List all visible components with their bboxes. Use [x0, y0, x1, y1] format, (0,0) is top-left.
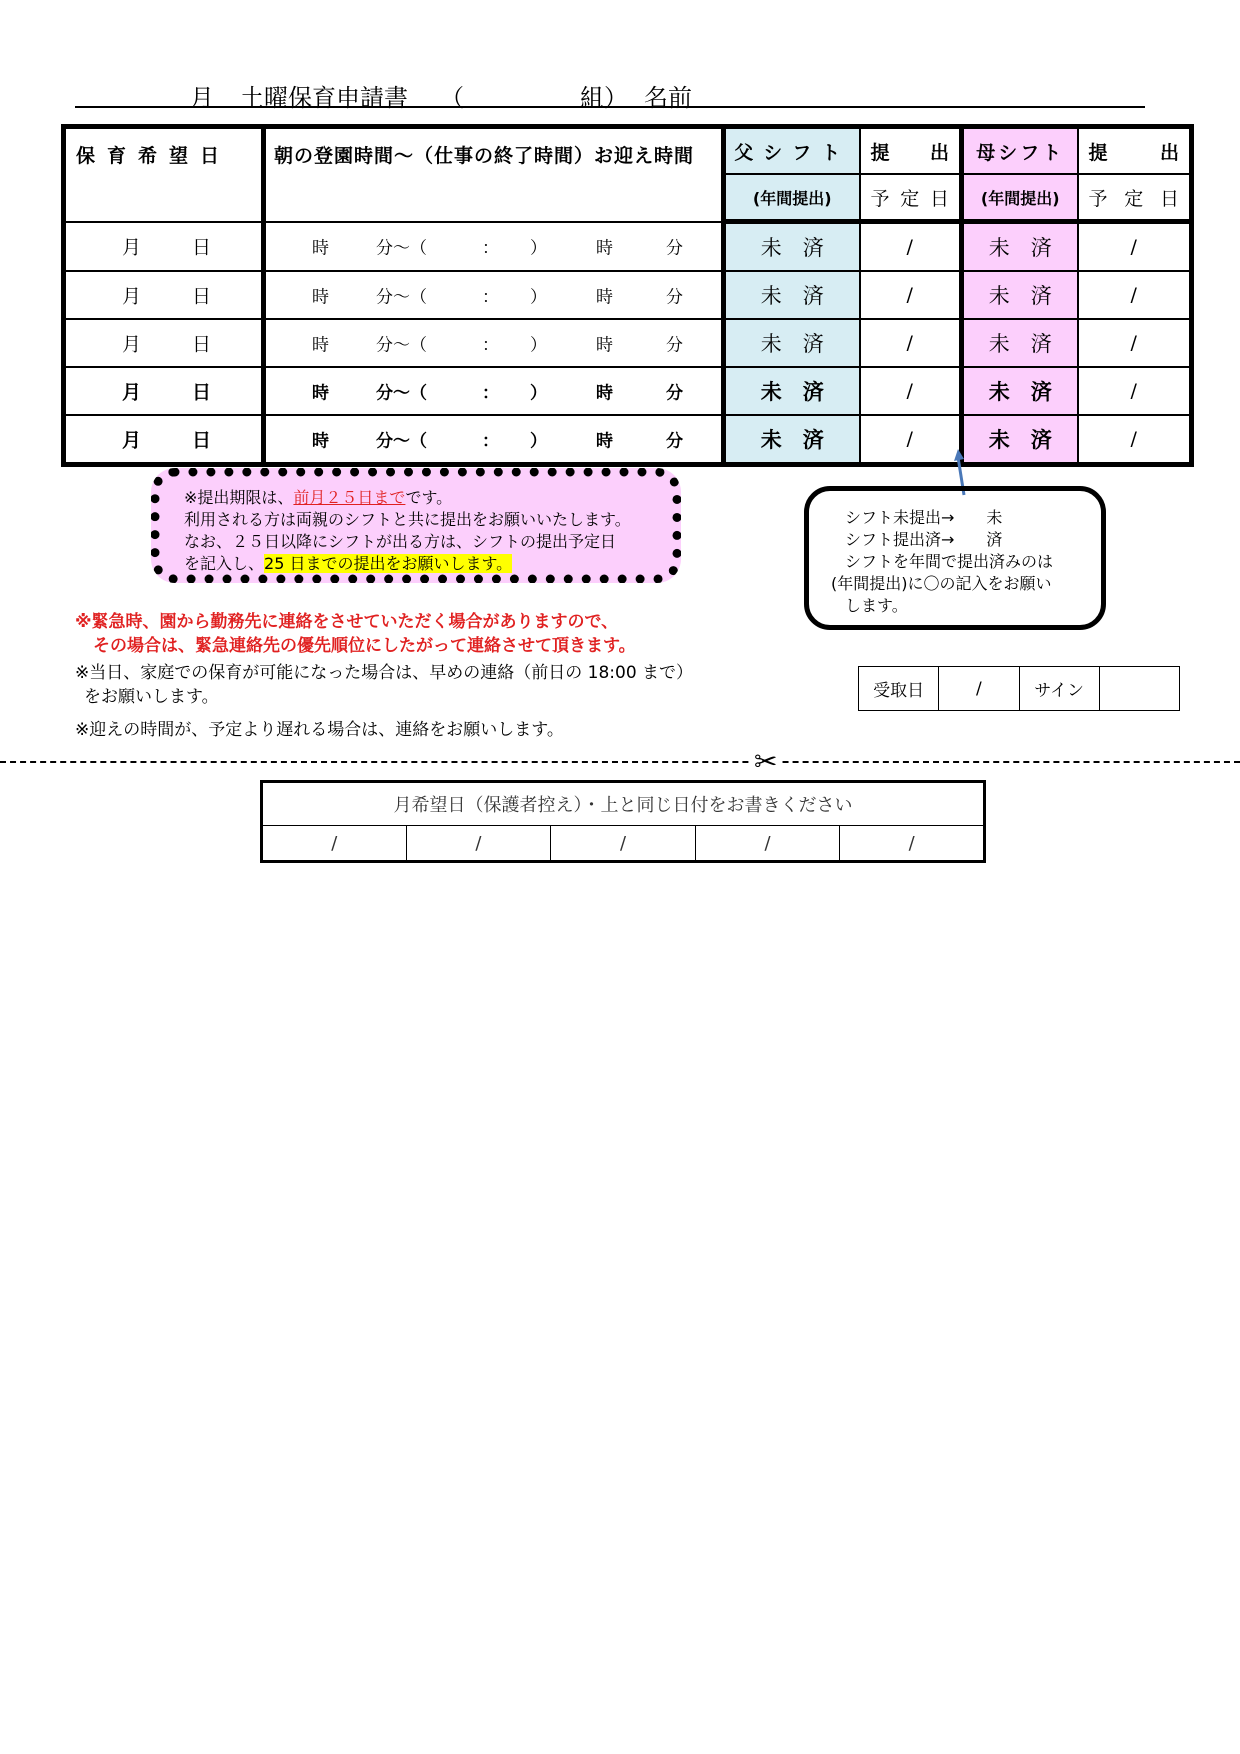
- application-table: [61, 124, 1194, 467]
- time-cell[interactable]: [264, 271, 724, 319]
- hour-label: 時: [312, 383, 329, 404]
- minute-from-label: 分～（: [376, 287, 427, 308]
- minute2-label: 分: [666, 238, 683, 259]
- pickup-note: ※迎えの時間が、予定より遅れる場合は、連絡をお願いします。: [75, 720, 564, 740]
- hour-label: 時: [312, 287, 329, 308]
- date-cell[interactable]: [64, 319, 264, 367]
- colon-label: ：: [482, 238, 499, 259]
- header-time: 朝の登園時間～（仕事の終了時間）お迎え時間: [264, 127, 724, 222]
- colon-label: ：: [482, 287, 499, 308]
- scissors-icon: ✂: [750, 745, 781, 778]
- mother-status-cell[interactable]: 未 済: [962, 367, 1078, 415]
- close-paren-label: ）: [530, 238, 547, 259]
- hour-label: 時: [312, 238, 329, 259]
- mother-status-cell[interactable]: 未 済: [962, 271, 1078, 319]
- notice-line3: なお、２５日以降にシフトが出る方は、シフトの提出予定日: [184, 532, 617, 551]
- minute2-label: 分: [666, 431, 683, 452]
- mother-status-cell[interactable]: 未 済: [962, 222, 1078, 272]
- notice-line4-pre: を記入し、: [184, 554, 265, 573]
- close-paren-label: ）: [530, 287, 547, 308]
- title-paren: （: [440, 84, 464, 112]
- header-father-shift: 父シフト: [724, 127, 860, 175]
- date-cell[interactable]: [64, 415, 264, 465]
- close-paren-label: ）: [530, 431, 547, 452]
- father-status-cell[interactable]: 未 済: [724, 415, 860, 465]
- minute2-label: 分: [666, 335, 683, 356]
- table-row: [64, 367, 1192, 415]
- deadline-notice: [151, 468, 681, 583]
- colon-label: ：: [482, 335, 499, 356]
- legend-line2: シフト提出済→ 済: [845, 530, 1003, 549]
- title-class: 組）: [580, 84, 628, 112]
- notice-line2: 利用される方は両親のシフトと共に提出をお願いいたします。: [184, 510, 631, 529]
- legend-line3: シフトを年間で提出済みのは: [845, 552, 1054, 571]
- table-row: [64, 222, 1192, 272]
- receipt-sign-field[interactable]: [1099, 667, 1179, 711]
- notice-line1-pre: ※提出期限は、: [184, 488, 294, 507]
- father-status-cell[interactable]: 未 済: [724, 319, 860, 367]
- date-cell[interactable]: [64, 222, 264, 272]
- minute2-label: 分: [666, 287, 683, 308]
- hour-label: 時: [312, 335, 329, 356]
- mother-submit-date-cell[interactable]: /: [1078, 367, 1192, 415]
- copy-date-field[interactable]: /: [840, 826, 985, 862]
- time-cell[interactable]: [264, 367, 724, 415]
- father-status-cell[interactable]: 未 済: [724, 367, 860, 415]
- mother-status-cell[interactable]: 未 済: [962, 415, 1078, 465]
- emergency-note-2: その場合は、緊急連絡先の優先順位にしたがって連絡させて頂きます。: [93, 636, 636, 656]
- date-cell[interactable]: [64, 367, 264, 415]
- colon-label: ：: [482, 431, 499, 452]
- header-father-annual: (年間提出): [724, 174, 860, 222]
- copy-header: 月希望日（保護者控え）・上と同じ日付をお書きください: [262, 782, 985, 826]
- header-date: 保育希望日: [64, 127, 264, 222]
- month-label: 月: [122, 236, 142, 259]
- header-father-submit-date: 予 定 日: [860, 174, 962, 222]
- month-label: 月: [122, 429, 142, 452]
- hour-label: 時: [312, 431, 329, 452]
- hour2-label: 時: [596, 287, 613, 308]
- table-row: [64, 271, 1192, 319]
- father-status-cell[interactable]: 未 済: [724, 222, 860, 272]
- table-row: [64, 319, 1192, 367]
- shift-legend: [804, 486, 1106, 630]
- mother-status-cell[interactable]: 未 済: [962, 319, 1078, 367]
- mother-submit-date-cell[interactable]: /: [1078, 222, 1192, 272]
- receipt-date-field[interactable]: /: [939, 667, 1019, 711]
- father-submit-date-cell[interactable]: /: [860, 367, 962, 415]
- date-cell[interactable]: [64, 271, 264, 319]
- minute2-label: 分: [666, 383, 683, 404]
- copy-date-field[interactable]: /: [695, 826, 840, 862]
- header-mother-submit-top: 提 出: [1078, 127, 1192, 175]
- notice-line1-post: です。: [405, 488, 453, 507]
- notice-highlight: 25 日までの提出をお願いします。: [264, 554, 513, 573]
- notice-deadline: 前月２５日まで: [293, 488, 406, 507]
- mother-submit-date-cell[interactable]: /: [1078, 271, 1192, 319]
- emergency-note-1: ※緊急時、園から勤務先に連絡をさせていただく場合がありますので、: [75, 612, 619, 632]
- mother-submit-date-cell[interactable]: /: [1078, 415, 1192, 465]
- legend-line4: (年間提出)に〇の記入をお願い: [831, 574, 1052, 593]
- time-cell[interactable]: [264, 415, 724, 465]
- hour2-label: 時: [596, 335, 613, 356]
- month-label: 月: [122, 381, 142, 404]
- colon-label: ：: [482, 383, 499, 404]
- hour2-label: 時: [596, 431, 613, 452]
- day-label: 日: [192, 236, 212, 259]
- title-name: 名前: [644, 84, 692, 112]
- day-label: 日: [192, 285, 212, 308]
- father-submit-date-cell[interactable]: /: [860, 319, 962, 367]
- mother-submit-date-cell[interactable]: /: [1078, 319, 1192, 367]
- page-title: 土曜保育申請書: [240, 84, 408, 112]
- header-mother-shift: 母シフト: [962, 127, 1078, 175]
- sameday-note-1: ※当日、家庭での保育が可能になった場合は、早めの連絡（前日の 18:00 まで）: [75, 663, 694, 683]
- minute-from-label: 分～（: [376, 335, 427, 356]
- minute-from-label: 分～（: [376, 431, 427, 452]
- copy-date-field[interactable]: /: [551, 826, 696, 862]
- father-submit-date-cell[interactable]: /: [860, 415, 962, 465]
- month-label: 月: [122, 285, 142, 308]
- close-paren-label: ）: [530, 383, 547, 404]
- header-mother-annual: (年間提出): [962, 174, 1078, 222]
- day-label: 日: [192, 333, 212, 356]
- receipt-date-label: 受取日: [859, 667, 939, 711]
- receipt-table: [858, 666, 1180, 711]
- minute-from-label: 分～（: [376, 238, 427, 259]
- header-mother-submit-date: 予 定 日: [1078, 174, 1192, 222]
- cut-line: [0, 761, 1240, 763]
- sameday-note-2: をお願いします。: [84, 687, 219, 707]
- day-label: 日: [192, 429, 212, 452]
- month-label: 月: [122, 333, 142, 356]
- legend-line1: シフト未提出→ 未: [845, 508, 1003, 527]
- copy-date-field[interactable]: /: [406, 826, 551, 862]
- day-label: 日: [192, 381, 212, 404]
- title-month: 月: [190, 84, 214, 112]
- father-submit-date-cell[interactable]: /: [860, 271, 962, 319]
- title-underline: [75, 106, 1145, 108]
- hour2-label: 時: [596, 383, 613, 404]
- minute-from-label: 分～（: [376, 383, 427, 404]
- father-status-cell[interactable]: 未 済: [724, 271, 860, 319]
- copy-date-field[interactable]: /: [262, 826, 407, 862]
- receipt-sign-label: サイン: [1019, 667, 1099, 711]
- legend-line5: します。: [845, 596, 908, 615]
- hour2-label: 時: [596, 238, 613, 259]
- close-paren-label: ）: [530, 335, 547, 356]
- guardian-copy-table: [260, 780, 986, 863]
- table-row: [64, 415, 1192, 465]
- header-father-submit-top: 提 出: [860, 127, 962, 175]
- time-cell[interactable]: [264, 222, 724, 272]
- time-cell[interactable]: [264, 319, 724, 367]
- father-submit-date-cell[interactable]: /: [860, 222, 962, 272]
